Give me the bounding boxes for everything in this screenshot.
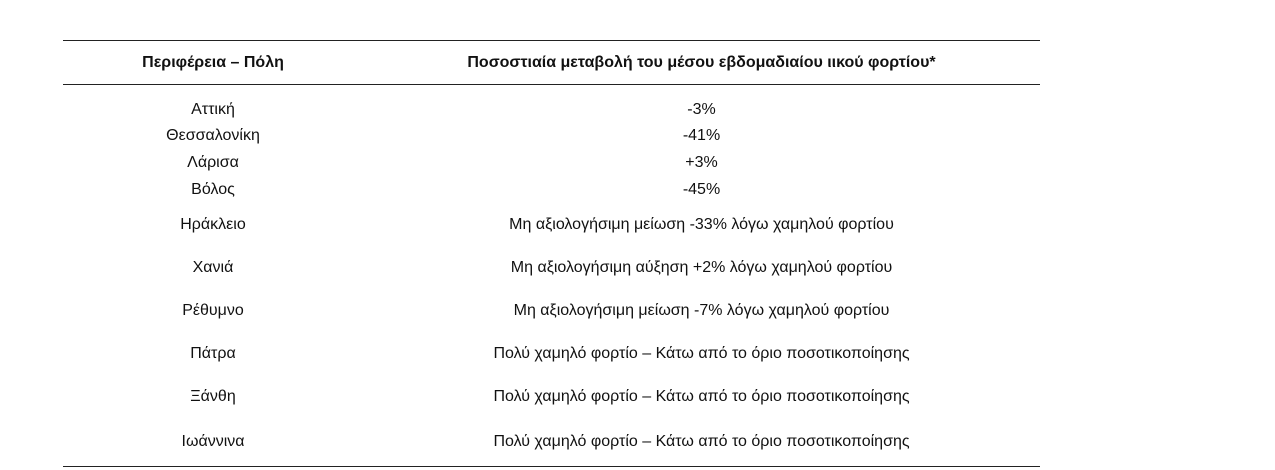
header-region: Περιφέρεια – Πόλη bbox=[63, 41, 363, 85]
cell-region: Χανιά bbox=[192, 258, 234, 276]
cell-region: Ξάνθη bbox=[190, 387, 236, 405]
cell-change: Πολύ χαμηλό φορτίο – Κάτω από το όριο ποσοτικοποίησης bbox=[493, 387, 910, 405]
table-row bbox=[63, 85, 1040, 123]
cell-change: -45% bbox=[682, 180, 721, 198]
table-row bbox=[63, 203, 1040, 246]
cell-region: Ηράκλειο bbox=[180, 215, 246, 233]
cell-change: +3% bbox=[685, 153, 718, 171]
cell-change: Μη αξιολογήσιμη μείωση -7% λόγω χαμηλού φορτίου bbox=[513, 301, 890, 319]
table-row bbox=[63, 246, 1040, 289]
cell-change: -3% bbox=[687, 101, 716, 118]
viral-load-table-container bbox=[63, 40, 1040, 467]
cell-change: -41% bbox=[682, 126, 721, 144]
cell-change: Μη αξιολογήσιμη αύξηση +2% λόγω χαμηλού φορτίου bbox=[510, 258, 893, 276]
table-row bbox=[63, 149, 1040, 176]
cell-region: Βόλος bbox=[191, 180, 235, 198]
cell-region: Πάτρα bbox=[190, 344, 236, 362]
table-row bbox=[63, 375, 1040, 418]
table-header-row bbox=[63, 41, 1040, 85]
cell-change: Πολύ χαμηλό φορτίο – Κάτω από το όριο ποσοτικοποίησης bbox=[363, 418, 1040, 467]
table-row bbox=[63, 418, 1040, 467]
table-row bbox=[63, 122, 1040, 149]
cell-change: Πολύ χαμηλό φορτίο – Κάτω από το όριο ποσοτικοποίησης bbox=[493, 344, 910, 362]
cell-change: Μη αξιολογήσιμη μείωση -33% λόγω χαμηλού φορτίου bbox=[509, 215, 894, 233]
cell-region: Λάρισα bbox=[187, 153, 239, 171]
table-row bbox=[63, 332, 1040, 375]
header-change: Ποσοστιαία μεταβολή του μέσου εβδομαδιαίου ιικού φορτίου* bbox=[363, 41, 1040, 85]
cell-region: Ιωάννινα bbox=[63, 418, 363, 467]
table-row bbox=[63, 289, 1040, 332]
table-row bbox=[63, 176, 1040, 203]
cell-region: Αττική bbox=[191, 101, 235, 118]
viral-load-table bbox=[63, 40, 1040, 467]
cell-region: Θεσσαλονίκη bbox=[166, 126, 260, 144]
cell-region: Ρέθυμνο bbox=[182, 301, 244, 319]
